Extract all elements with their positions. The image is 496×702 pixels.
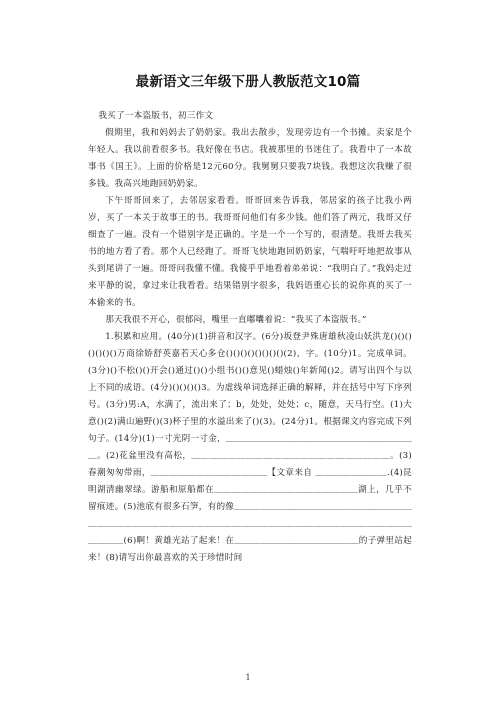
paragraph-heading: 我买了一本盗版书，初三作文	[98, 111, 214, 121]
paragraph-exercises: 1.积累和应用。(40分)(1)拼音和汉字。(6分)坂登尹殊唐雄秋凌山妖洪龙()()()()()()()万商徐娇舒英嘉若天心多仓()()()()()()()()(2)，字。(10分)1。完成单词。(3分)()不松()()开会()通过()()小组书()()意见()蜡烛()年新闻()2。请写出四个与以上不同的成语。(4分)()()()()3。为虚线单词选择正确的解释，并在括号中写下序列号。(3分)男:A，水满了，流出来了；b，处处，处处；c，随意，天马行空。(1)大意()(2)满山遍野()(3)杯子里的水溢出来了()(3)。(24分)1。根据课文内容完成下列句子。(14分)(1)一寸光阴一寸金，＿＿＿＿＿＿＿＿＿＿＿＿＿＿＿＿＿＿＿＿＿＿。(2)花盆里没有高松，＿＿＿＿＿＿＿＿＿＿＿＿＿＿＿＿＿＿＿＿＿＿。(3)春潮匆匆带雨，＿＿＿＿＿＿＿＿＿＿＿＿＿【文章来自 ＿＿＿＿＿＿＿＿.(4)昆明湖清幽翠绿。游船和原船都在＿＿＿＿＿＿＿＿＿＿＿＿＿＿＿＿湖上，几乎不留痕迹。(5)池底有很多石笋，有的像＿＿＿＿＿＿＿＿＿＿＿＿＿＿＿＿＿＿＿＿＿＿＿＿＿＿＿＿＿＿＿＿＿＿＿＿＿＿＿＿＿＿＿＿＿＿＿＿＿＿＿＿＿＿＿＿＿＿＿＿(6)啊！黄雄光站了起来！在＿＿＿＿＿＿＿＿＿＿＿＿＿＿的子弹里站起来！(8)请写出你最喜欢的关于珍惜时间	[88, 332, 412, 563]
paragraph: 下午哥哥回来了，去邻居家看看。哥哥回来告诉我，邻居家的孩子比我小两岁，买了一本关于故事王的书。我哥哥问他们有多少钱。他们答了两元，我哥又仔细查了一遍。没有一个错别字是正确的。字是一个一个写的，很清楚。我哥去我买书的地方看了看。那个人已经跑了。哥哥飞快地跑回奶奶家，气喘吁吁地把故事从头到尾讲了一遍。哥哥问我懂不懂。我傻乎乎地看着弟弟说：“我明白了。”我妈走过来平静的说，拿过来让我看看。结果错别字很多，我妈语重心长的说你真的买了一本偷来的书。	[88, 196, 412, 308]
document-body	[88, 108, 412, 567]
paragraph: 那天我很不开心，很郁闷，嘴里一直嘟囔着说：“我买了本盗版书。”	[105, 315, 367, 325]
paragraph: 假期里，我和妈妈去了奶奶家。我出去散步，发现旁边有一个书摊。卖家是个年轻人。我以前看很多书。我好像在书店。我被那里的书迷住了。我看中了一本故事书《国王》。上面的价格是12元60分。我舅舅只要我7块钱。我想这次我赚了很多钱。我高兴地跑回奶奶家。	[88, 128, 412, 189]
document-title: 最新语文三年级下册人教版范文10篇	[135, 74, 361, 90]
page-number: 1	[245, 673, 251, 682]
